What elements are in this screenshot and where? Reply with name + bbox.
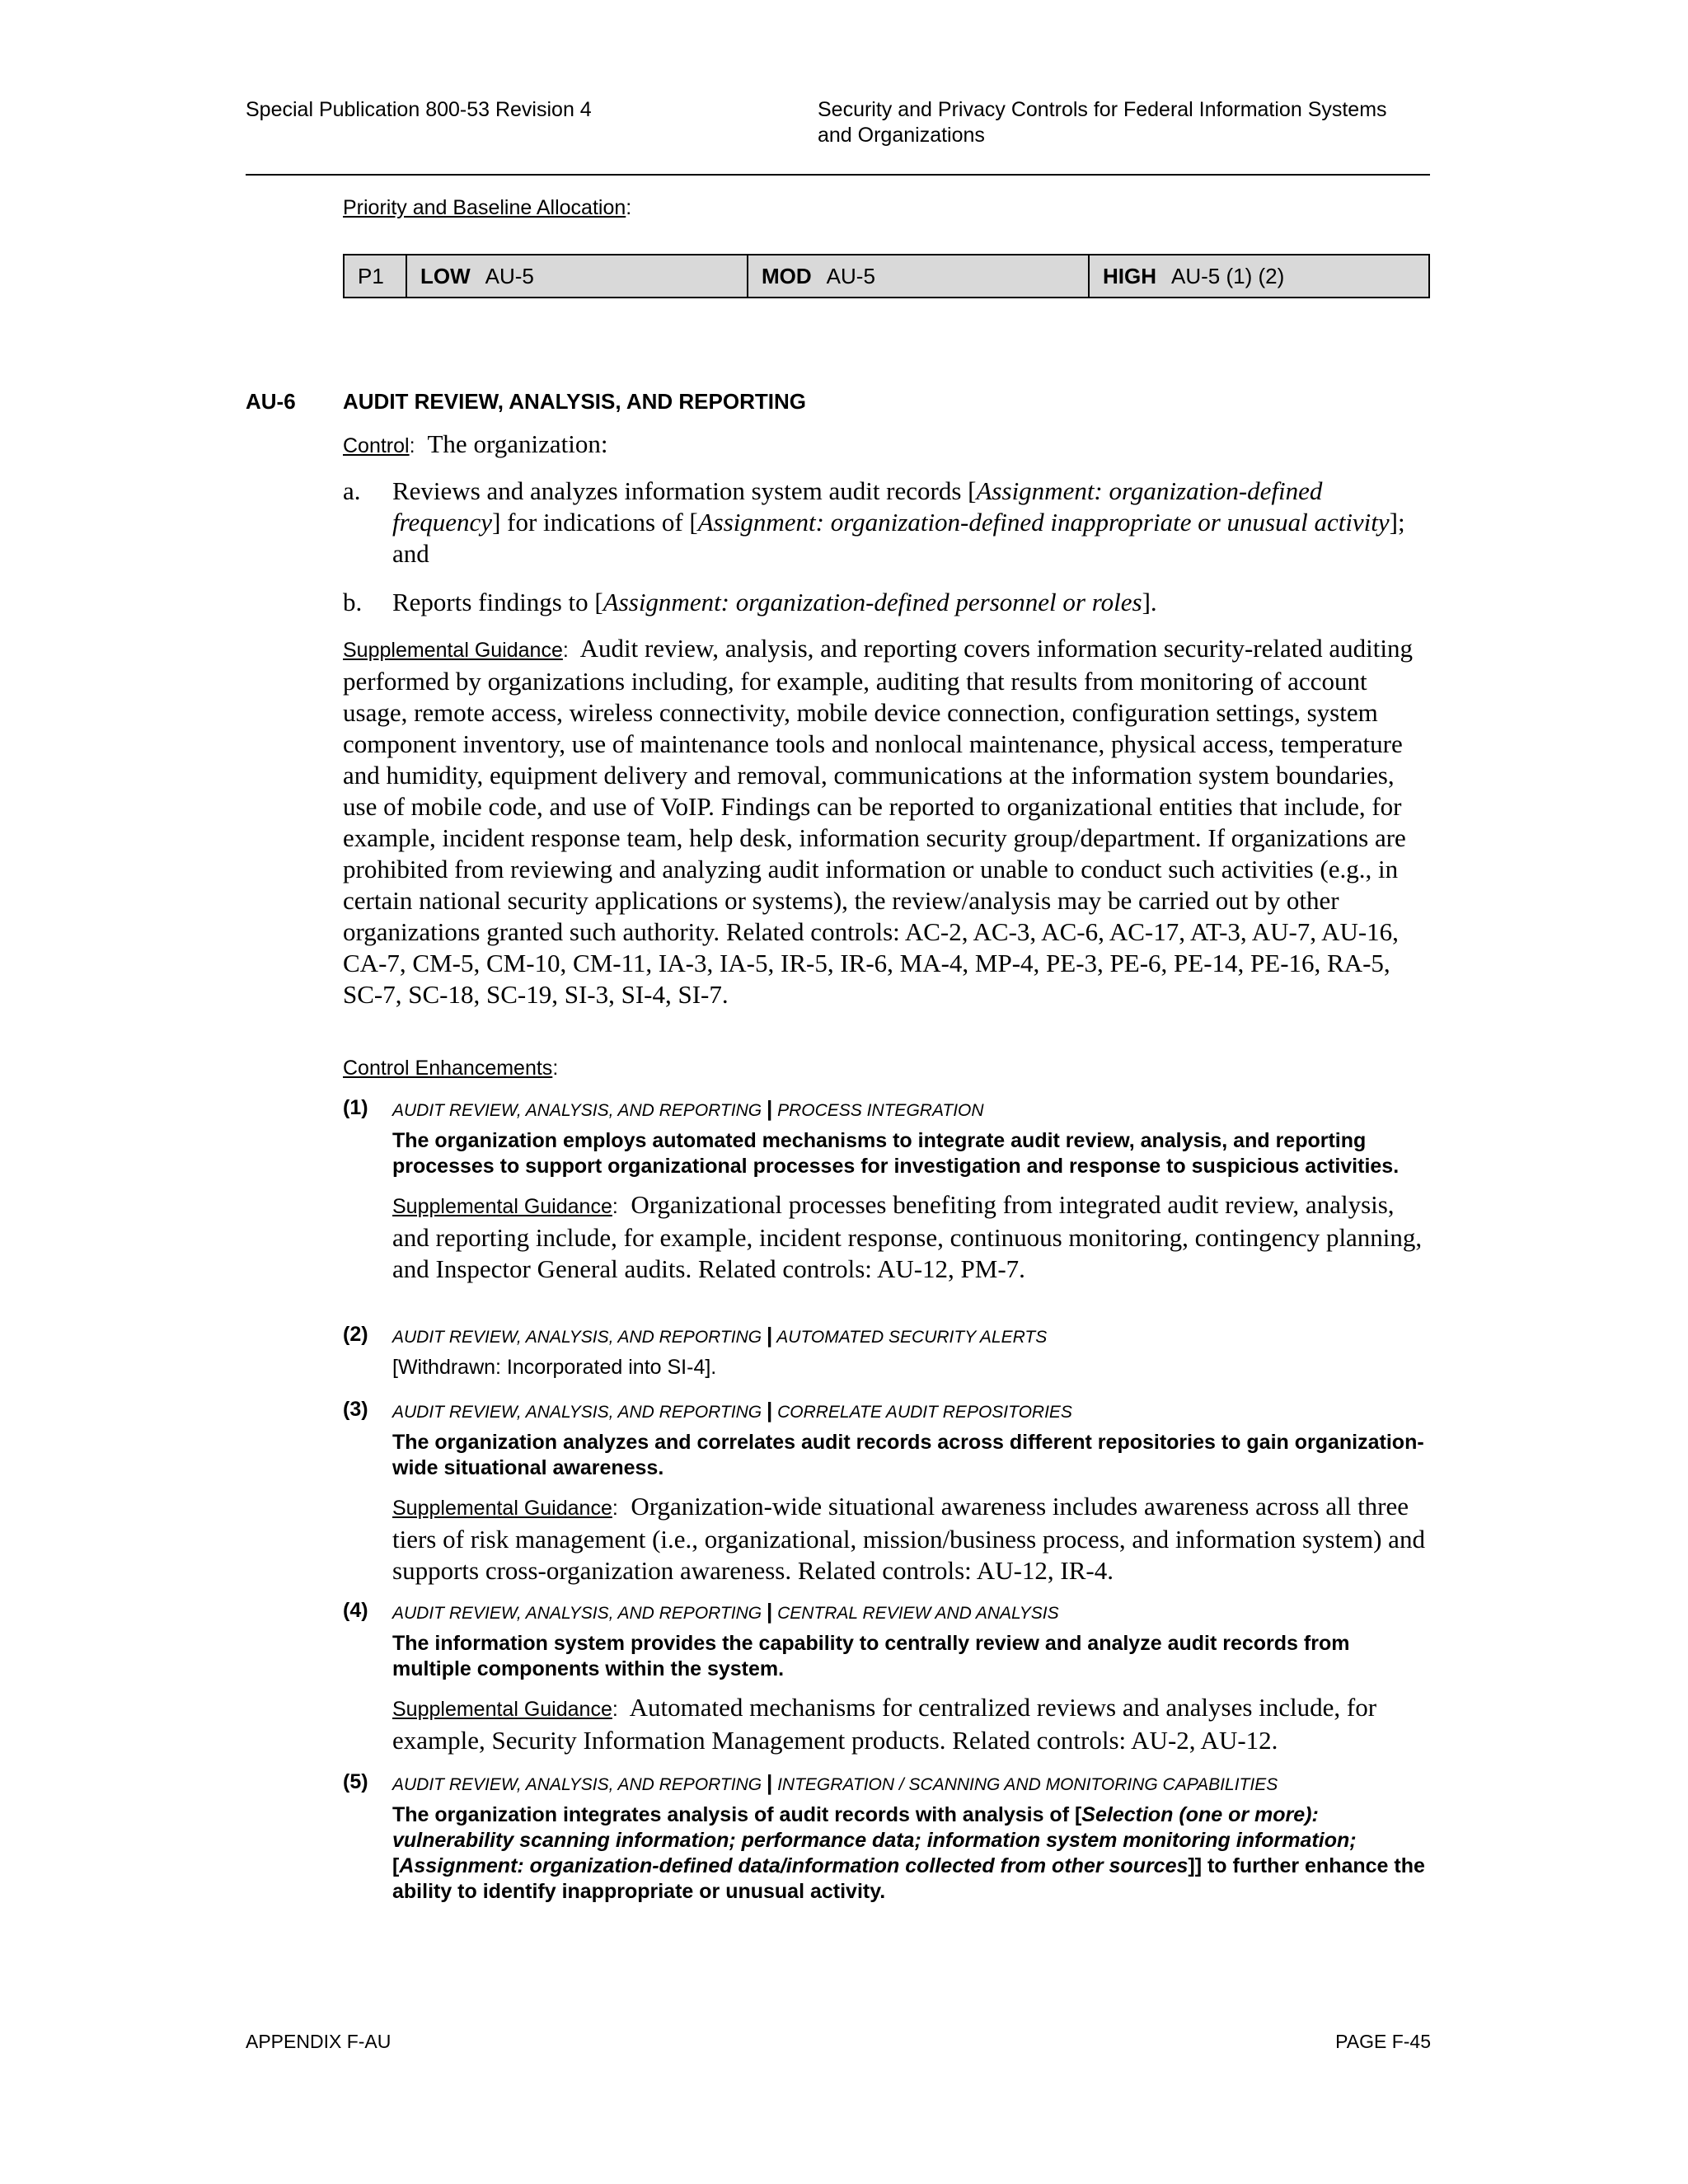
enh3-title-b: CORRELATE AUDIT REPOSITORIES — [777, 1403, 1072, 1422]
enhancement-2-num: (2) — [343, 1323, 368, 1346]
enh5-stmt-e: ]] to further enhance the ability to identify inappropriate or unusual activity. — [392, 1854, 1425, 1903]
sg-text: Audit review, analysis, and reporting covers information security-related auditing performed by organizations including, for example, auditing that results from monitoring of account usage, remote access, wireless connectivity, mobile device connection, configuration settings, system component inventory, use of maintenance tools and nonlocal maintenance, physical access, temperature and humidity, equipment delivery and removal, communications at the information system boundaries, use of mobile code, and use of VoIP. Findings can be reported to organizational entities that include, for example, incident response team, help desk, information security group/department. If organizations are prohibited from reviewing and analyzing audit information or unable to conduct such activities (e.g., in certain national security applications or systems), the review/analysis may be carried out by other organizations granted such authority. Related controls: AC-2, AC-3, AC-6, AC-17, AT-3, AU-7, AU-16, CA-7, CM-5, CM-10, CM-11, IA-3, IA-5, IR-5, IR-6, MA-4, MP-4, PE-3, PE-6, PE-14, PE-16, RA-5, SC-7, SC-18, SC-19, SI-3, SI-4, SI-7. — [343, 634, 1413, 1009]
enh2-title-a: AUDIT REVIEW, ANALYSIS, AND REPORTING — [392, 1328, 762, 1347]
item-b-assignment1: Assignment: organization-defined personnel or roles — [603, 588, 1142, 616]
item-a-text3: ]; and — [392, 508, 1405, 568]
footer-right: PAGE F-45 — [1335, 2031, 1431, 2052]
enhancement-4-num: (4) — [343, 1599, 368, 1622]
enh4-sg-label: Supplemental Guidance — [392, 1698, 612, 1721]
enh4-title-b: CENTRAL REVIEW AND ANALYSIS — [777, 1604, 1059, 1623]
enh1-title-b: PROCESS INTEGRATION — [777, 1101, 984, 1120]
sg-label: Supplemental Guidance — [343, 639, 563, 662]
enhancement-2-withdrawn: [Withdrawn: Incorporated into SI-4]. — [392, 1356, 717, 1379]
enhancement-2 — [343, 1323, 1431, 1380]
control-intro-line: Control: The organization: — [343, 429, 608, 458]
enh1-sep: | — [766, 1096, 773, 1121]
control-label: Control — [343, 434, 410, 457]
enh5-stmt-a: The organization integrates analysis of audit records with analysis of [ — [392, 1803, 1082, 1826]
priority-table — [343, 254, 1430, 298]
baseline-high-label: HIGH — [1103, 263, 1156, 288]
baseline-mod-label: MOD — [762, 263, 812, 288]
enh2-sep: | — [766, 1323, 773, 1347]
enhancement-1-num: (1) — [343, 1096, 368, 1119]
header-right — [818, 97, 1387, 148]
header-right-line2: and Organizations — [818, 124, 985, 147]
enhancement-1-statement: The organization employs automated mechanisms to integrate audit review, analysis, and reporting processes to support organizational processes for investigation and response to suspicious activities. — [392, 1129, 1400, 1178]
footer-left: APPENDIX F-AU — [246, 2031, 392, 2052]
baseline-mod-value: AU-5 — [826, 263, 875, 288]
item-a-text1: Reviews and analyzes information system audit records [ — [392, 476, 977, 505]
control-item-b-mark: b. — [343, 588, 363, 616]
item-b-text1: Reports findings to [ — [392, 588, 603, 616]
item-a-assignment2: Assignment: organization-defined inappropriate or unusual activity — [697, 508, 1390, 537]
enhancement-1 — [343, 1096, 1431, 1285]
supplemental-guidance: Supplemental Guidance: Audit review, analysis, and reporting covers information security-related auditing performed by organizations including, for example, auditing that results from monitoring of account usage, remote access, wireless connectivity, mobile device connection, configuration settings, system component inventory, use of maintenance tools and nonlocal maintenance, physical access, temperature and humidity, equipment delivery and removal, communications at the information system boundaries, use of mobile code, and use of VoIP. Findings can be reported to organizational entities that include, for example, incident response team, help desk, information security group/department. If organizations are prohibited from reviewing and analyzing audit information or unable to conduct such activities (e.g., in certain national security applications or systems), the review/analysis may be carried out by other organizations granted such authority. Related controls: AC-2, AC-3, AC-6, AC-17, AT-3, AU-7, AU-16, CA-7, CM-5, CM-10, CM-11, IA-3, IA-5, IR-5, IR-6, MA-4, MP-4, PE-3, PE-6, PE-14, PE-16, RA-5, SC-7, SC-18, SC-19, SI-3, SI-4, SI-7. — [343, 634, 1413, 1009]
enhancement-3 — [343, 1398, 1431, 1586]
enhancement-1-guidance: Supplemental Guidance: Organizational processes benefiting from integrated audit review, analysis, and reporting include, for example, incident response, continuous monitoring, contingency planning, and Inspector General audits. Related controls: AU-12, PM-7. — [392, 1190, 1423, 1283]
enh5-sep: | — [766, 1770, 773, 1795]
enhancement-3-title — [392, 1398, 1431, 1425]
enhancement-4-guidance: Supplemental Guidance: Automated mechanisms for centralized reviews and analyses include, for example, Security Information Management products. Related controls: AU-2, AU-12. — [392, 1693, 1377, 1755]
enhancement-2-title — [392, 1323, 1431, 1350]
baseline-low-cell — [406, 255, 748, 298]
item-b-text2: ]. — [1142, 588, 1157, 616]
enh4-title-a: AUDIT REVIEW, ANALYSIS, AND REPORTING — [392, 1604, 762, 1623]
enh3-title-a: AUDIT REVIEW, ANALYSIS, AND REPORTING — [392, 1403, 762, 1422]
priority-code: P1 — [358, 263, 384, 288]
enh5-selection: Selection (one or more): vulnerability scanning information; performance data; information system monitoring information; — [392, 1803, 1357, 1852]
enhancement-1-title — [392, 1096, 1431, 1123]
enh1-sg-label: Supplemental Guidance — [392, 1195, 612, 1218]
control-enhancements-heading: Control Enhancements: — [343, 1057, 559, 1080]
control-title: AUDIT REVIEW, ANALYSIS, AND REPORTING — [343, 389, 806, 414]
ce-label: Control Enhancements — [343, 1057, 553, 1080]
enh1-sg-text: Organizational processes benefiting from integrated audit review, analysis, and reporting include, for example, incident response, continuous monitoring, contingency planning, and Inspector General audits. Related controls: AU-12, PM-7. — [392, 1190, 1423, 1283]
enhancement-3-guidance: Supplemental Guidance: Organization-wide situational awareness includes awareness across all three tiers of risk management (i.e., organizational, mission/business process, and information system) and supports cross-organization awareness. Related controls: AU-12, IR-4. — [392, 1492, 1425, 1585]
header-rule — [246, 174, 1430, 176]
header-right-line1: Security and Privacy Controls for Federal Information Systems — [818, 98, 1387, 121]
baseline-mod-cell — [748, 255, 1089, 298]
enh3-sg-text: Organization-wide situational awareness includes awareness across all three tiers of risk management (i.e., organizational, mission/business process, and information system) and supports cross-organization awareness. Related controls: AU-12, IR-4. — [392, 1492, 1425, 1585]
enhancement-4-statement: The information system provides the capability to centrally review and analyze audit records from multiple components within the system. — [392, 1632, 1350, 1680]
header-left: Special Publication 800-53 Revision 4 — [246, 98, 592, 121]
item-a-text2: ] for indications of [ — [492, 508, 698, 537]
baseline-low-label: LOW — [420, 263, 471, 288]
enhancement-5-statement — [392, 1802, 1431, 1905]
enhancement-5-num: (5) — [343, 1770, 368, 1793]
priority-label: Priority and Baseline Allocation — [343, 196, 626, 219]
enh4-sg-text: Automated mechanisms for centralized reviews and analyses include, for example, Security Information Management products. Related controls: AU-2, AU-12. — [392, 1693, 1377, 1755]
enh3-sep: | — [766, 1398, 773, 1422]
enh5-title-b: INTEGRATION / SCANNING AND MONITORING CAPABILITIES — [777, 1775, 1278, 1794]
enh2-title-b: AUTOMATED SECURITY ALERTS — [776, 1328, 1048, 1347]
enhancement-3-statement: The organization analyzes and correlates audit records across different repositories to gain organization-wide situational awareness. — [392, 1431, 1424, 1479]
enhancement-4-title — [392, 1599, 1431, 1626]
enhancement-3-num: (3) — [343, 1398, 368, 1421]
baseline-high-cell — [1089, 255, 1429, 298]
enh4-sep: | — [766, 1599, 773, 1624]
enh1-title-a: AUDIT REVIEW, ANALYSIS, AND REPORTING — [392, 1101, 762, 1120]
control-id: AU-6 — [246, 389, 296, 414]
control-item-a — [343, 476, 1431, 569]
enh5-title-a: AUDIT REVIEW, ANALYSIS, AND REPORTING — [392, 1775, 762, 1794]
baseline-high-value: AU-5 (1) (2) — [1171, 263, 1285, 288]
enhancement-4 — [343, 1599, 1431, 1756]
priority-label-line: Priority and Baseline Allocation: — [343, 196, 632, 219]
control-intro: The organization: — [427, 429, 608, 458]
enh3-sg-label: Supplemental Guidance — [392, 1497, 612, 1520]
baseline-low-value: AU-5 — [485, 263, 534, 288]
enhancement-5-title — [392, 1770, 1431, 1797]
enh5-assignment: Assignment: organization-defined data/information collected from other sources — [399, 1854, 1189, 1877]
control-item-b — [343, 587, 1431, 618]
item-a-assignment1: Assignment: organization-defined frequency — [392, 476, 1323, 537]
control-item-a-mark: a. — [343, 476, 361, 505]
enhancement-5 — [343, 1770, 1431, 1905]
enh5-stmt-c: [ — [392, 1854, 400, 1877]
priority-cell — [344, 255, 406, 298]
